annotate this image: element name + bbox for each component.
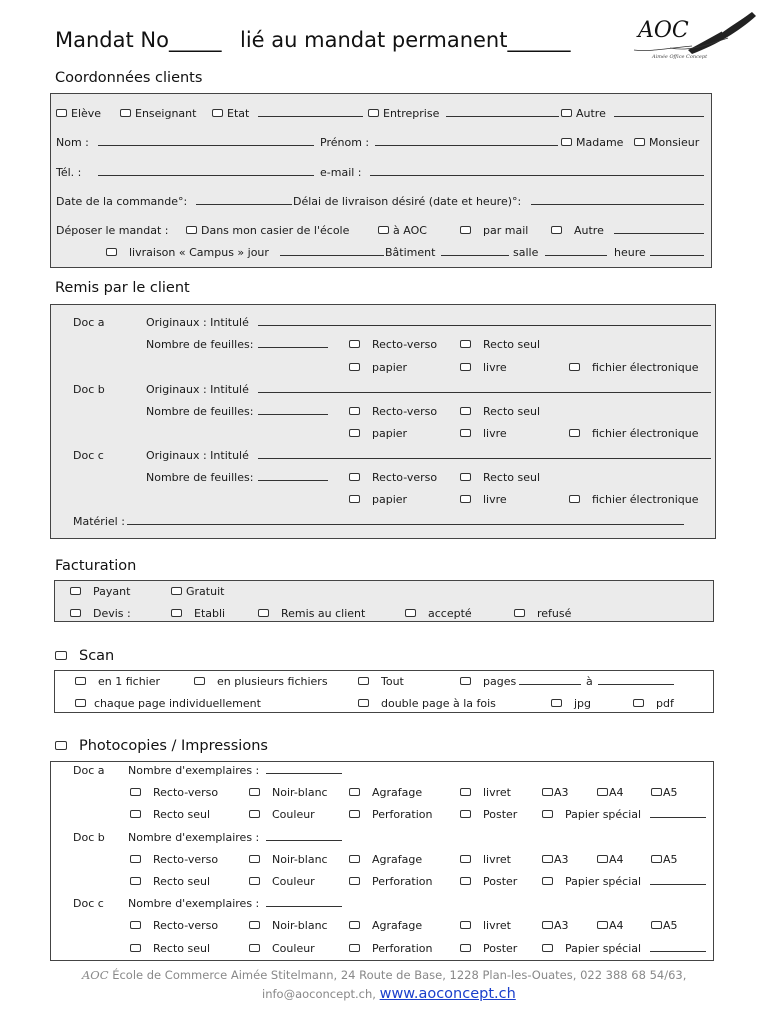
originaux-field[interactable] <box>258 316 711 326</box>
checkbox-papier[interactable]: papier <box>349 361 407 374</box>
checkbox-icon[interactable] <box>569 495 580 503</box>
exemplaires-label: Nombre d'exemplaires : <box>128 897 260 910</box>
checkbox-icon[interactable] <box>130 855 141 863</box>
checkbox-refuse[interactable]: refusé <box>514 607 571 620</box>
checkbox-payant[interactable]: Payant <box>70 585 130 598</box>
checkbox-icon[interactable] <box>75 699 86 707</box>
feuilles-label: Nombre de feuilles: <box>146 338 254 351</box>
pages-from-field[interactable] <box>519 675 581 685</box>
checkbox-icon[interactable] <box>171 609 182 617</box>
checkbox-icon[interactable] <box>56 109 67 117</box>
pages-to-label: à <box>586 675 593 688</box>
checkbox-icon[interactable] <box>349 340 360 348</box>
checkbox-icon[interactable] <box>542 944 553 952</box>
checkbox-icon[interactable] <box>460 921 471 929</box>
checkbox-icon[interactable] <box>349 921 360 929</box>
checkbox-icon[interactable] <box>55 741 67 750</box>
checkbox-entreprise[interactable]: Entreprise <box>368 107 439 120</box>
checkbox-papier-special[interactable]: Papier spécial <box>542 808 641 821</box>
checkbox-icon[interactable] <box>542 877 553 885</box>
date-commande-label: Date de la commande°: <box>56 195 188 208</box>
heure-field[interactable] <box>650 246 704 256</box>
pages-to-field[interactable] <box>598 675 674 685</box>
originaux-field[interactable] <box>258 383 711 393</box>
checkbox-enseignant[interactable]: Enseignant <box>120 107 196 120</box>
papier-special-field[interactable] <box>650 875 706 885</box>
checkbox-icon[interactable] <box>542 921 553 929</box>
checkbox-recto-seul[interactable]: Recto seul <box>460 471 540 484</box>
checkbox-livret[interactable]: livret <box>460 786 511 799</box>
checkbox-icon[interactable] <box>561 109 572 117</box>
checkbox-casier[interactable]: Dans mon casier de l'école <box>186 224 349 237</box>
checkbox-icon[interactable] <box>55 651 67 660</box>
checkbox-remis-client[interactable]: Remis au client <box>258 607 365 620</box>
checkbox-icon[interactable] <box>186 226 197 234</box>
checkbox-a3[interactable]: A3 <box>542 919 569 932</box>
mandat-number-title: Mandat No_____ <box>55 28 222 52</box>
checkbox-icon[interactable] <box>569 429 580 437</box>
checkbox-icon[interactable] <box>349 944 360 952</box>
delai-livraison-field[interactable] <box>531 195 704 205</box>
footer-address <box>82 968 686 982</box>
checkbox-icon[interactable] <box>130 877 141 885</box>
checkbox-recto-seul[interactable]: Recto seul <box>130 875 210 888</box>
checkbox-aoc[interactable]: à AOC <box>378 224 427 237</box>
batiment-label: Bâtiment <box>385 246 436 259</box>
checkbox-papier-special[interactable]: Papier spécial <box>542 875 641 888</box>
checkbox-fichier[interactable]: fichier électronique <box>569 427 699 440</box>
checkbox-recto-seul[interactable]: Recto seul <box>130 808 210 821</box>
checkbox-tout[interactable]: Tout <box>358 675 404 688</box>
section-title-scan[interactable]: Scan <box>55 648 114 664</box>
checkbox-icon[interactable] <box>542 810 553 818</box>
papier-special-field[interactable] <box>650 942 706 952</box>
checkbox-chaque-page[interactable]: chaque page individuellement <box>75 697 261 710</box>
checkbox-icon[interactable] <box>460 944 471 952</box>
checkbox-icon[interactable] <box>569 363 580 371</box>
checkbox-etabli[interactable]: Etabli <box>171 607 225 620</box>
checkbox-papier[interactable]: papier <box>349 493 407 506</box>
checkbox-autre-depot[interactable]: Autre <box>551 224 604 237</box>
checkbox-icon[interactable] <box>597 855 608 863</box>
checkbox-icon[interactable] <box>249 944 260 952</box>
checkbox-icon[interactable] <box>349 855 360 863</box>
checkbox-icon[interactable] <box>249 877 260 885</box>
checkbox-icon[interactable] <box>70 587 81 595</box>
checkbox-icon[interactable] <box>70 609 81 617</box>
feuilles-label: Nombre de feuilles: <box>146 471 254 484</box>
tel-field[interactable] <box>98 166 314 176</box>
checkbox-devis[interactable]: Devis : <box>70 607 131 620</box>
checkbox-un-fichier[interactable]: en 1 fichier <box>75 675 160 688</box>
checkbox-icon[interactable] <box>460 810 471 818</box>
checkbox-icon[interactable] <box>249 855 260 863</box>
checkbox-icon[interactable] <box>349 495 360 503</box>
checkbox-icon[interactable] <box>130 810 141 818</box>
checkbox-icon[interactable] <box>349 407 360 415</box>
checkbox-agrafage[interactable]: Agrafage <box>349 786 422 799</box>
exemplaires-label: Nombre d'exemplaires : <box>128 831 260 844</box>
checkbox-mail[interactable]: par mail <box>460 224 528 237</box>
checkbox-a4[interactable]: A4 <box>597 919 624 932</box>
checkbox-icon[interactable] <box>542 855 553 863</box>
checkbox-icon[interactable] <box>258 609 269 617</box>
checkbox-icon[interactable] <box>551 226 562 234</box>
checkbox-poster[interactable]: Poster <box>460 875 517 888</box>
etat-field[interactable] <box>258 107 363 117</box>
checkbox-icon[interactable] <box>405 609 416 617</box>
materiel-label: Matériel : <box>73 515 125 528</box>
checkbox-icon[interactable] <box>378 226 389 234</box>
section-title-facturation: Facturation <box>55 558 137 574</box>
checkbox-icon[interactable] <box>460 677 471 685</box>
checkbox-icon[interactable] <box>460 407 471 415</box>
checkbox-icon[interactable] <box>561 138 572 146</box>
checkbox-papier-special[interactable]: Papier spécial <box>542 942 641 955</box>
checkbox-a5[interactable]: A5 <box>651 786 678 799</box>
checkbox-perforation[interactable]: Perforation <box>349 875 432 888</box>
checkbox-plusieurs-fichiers[interactable]: en plusieurs fichiers <box>194 675 328 688</box>
email-label: e-mail : <box>320 166 362 179</box>
checkbox-icon[interactable] <box>460 473 471 481</box>
footer-address-text: École de Commerce Aimée Stitelmann, 24 Route de Base, 1228 Plan-les-Ouates, 022 388 68 54/63, <box>112 968 687 982</box>
checkbox-icon[interactable] <box>194 677 205 685</box>
originaux-label: Originaux : Intitulé <box>146 316 249 329</box>
checkbox-icon[interactable] <box>460 363 471 371</box>
checkbox-icon[interactable] <box>171 587 182 595</box>
checkbox-icon[interactable] <box>130 944 141 952</box>
checkbox-monsieur[interactable]: Monsieur <box>634 136 699 149</box>
checkbox-livre[interactable]: livre <box>460 427 507 440</box>
logo-subtitle: Aimée Office Concept <box>652 54 708 60</box>
prenom-label: Prénom : <box>320 136 370 149</box>
checkbox-icon[interactable] <box>460 340 471 348</box>
email-field[interactable] <box>370 166 704 176</box>
doc-label: Doc b <box>73 831 105 844</box>
checkbox-icon[interactable] <box>542 788 553 796</box>
livraison-jour-field[interactable] <box>280 246 384 256</box>
checkbox-icon[interactable] <box>349 877 360 885</box>
checkbox-icon[interactable] <box>460 495 471 503</box>
exemplaires-field[interactable] <box>266 764 342 774</box>
logo-text: AOC <box>638 18 689 43</box>
checkbox-a4[interactable]: A4 <box>597 853 624 866</box>
checkbox-accepte[interactable]: accepté <box>405 607 472 620</box>
checkbox-noir-blanc[interactable]: Noir-blanc <box>249 919 328 932</box>
checkbox-poster[interactable]: Poster <box>460 942 517 955</box>
checkbox-icon[interactable] <box>460 855 471 863</box>
feuilles-label: Nombre de feuilles: <box>146 405 254 418</box>
checkbox-livret[interactable]: livret <box>460 853 511 866</box>
exemplaires-field[interactable] <box>266 897 342 907</box>
checkbox-recto-verso[interactable]: Recto-verso <box>349 471 437 484</box>
checkbox-icon[interactable] <box>633 699 644 707</box>
nom-label: Nom : <box>56 136 89 149</box>
checkbox-recto-verso[interactable]: Recto-verso <box>349 405 437 418</box>
doc-label: Doc a <box>73 316 105 329</box>
exemplaires-label: Nombre d'exemplaires : <box>128 764 260 777</box>
prenom-field[interactable] <box>375 136 558 146</box>
checkbox-poster[interactable]: Poster <box>460 808 517 821</box>
checkbox-icon[interactable] <box>349 788 360 796</box>
doc-label: Doc a <box>73 764 105 777</box>
checkbox-etat[interactable]: Etat <box>212 107 249 120</box>
checkbox-icon[interactable] <box>514 609 525 617</box>
checkbox-icon[interactable] <box>597 788 608 796</box>
deposer-label: Déposer le mandat : <box>56 224 169 237</box>
footer-website-link[interactable]: www.aoconcept.ch <box>379 986 516 1002</box>
checkbox-noir-blanc[interactable]: Noir-blanc <box>249 853 328 866</box>
checkbox-eleve[interactable]: Elève <box>56 107 101 120</box>
checkbox-gratuit[interactable]: Gratuit <box>171 585 224 598</box>
checkbox-icon[interactable] <box>249 921 260 929</box>
checkbox-icon[interactable] <box>651 788 662 796</box>
checkbox-papier[interactable]: papier <box>349 427 407 440</box>
checkbox-autre[interactable]: Autre <box>561 107 606 120</box>
checkbox-fichier[interactable]: fichier électronique <box>569 361 699 374</box>
checkbox-a5[interactable]: A5 <box>651 919 678 932</box>
exemplaires-field[interactable] <box>266 831 342 841</box>
checkbox-icon[interactable] <box>460 877 471 885</box>
checkbox-couleur[interactable]: Couleur <box>249 942 315 955</box>
checkbox-icon[interactable] <box>358 699 369 707</box>
section-title-photocopies[interactable]: Photocopies / Impressions <box>55 738 268 754</box>
doc-label: Doc c <box>73 449 104 462</box>
checkbox-a4[interactable]: A4 <box>597 786 624 799</box>
checkbox-fichier[interactable]: fichier électronique <box>569 493 699 506</box>
feuilles-field[interactable] <box>258 405 328 415</box>
originaux-field[interactable] <box>258 449 711 459</box>
footer-email[interactable]: info@aoconcept.ch, <box>262 987 376 1001</box>
materiel-field[interactable] <box>127 515 684 525</box>
tel-label: Tél. : <box>56 166 82 179</box>
salle-label: salle <box>513 246 539 259</box>
checkbox-couleur[interactable]: Couleur <box>249 808 315 821</box>
section-title-remis: Remis par le client <box>55 280 190 296</box>
checkbox-icon[interactable] <box>634 138 645 146</box>
checkbox-pdf[interactable]: pdf <box>633 697 674 710</box>
facturation-box <box>54 580 714 622</box>
date-commande-field[interactable] <box>196 195 292 205</box>
delai-livraison-label: Délai de livraison désiré (date et heure)°: <box>293 195 522 208</box>
checkbox-recto-seul[interactable]: Recto seul <box>460 405 540 418</box>
checkbox-pages[interactable]: pages <box>460 675 516 688</box>
batiment-field[interactable] <box>441 246 509 256</box>
checkbox-madame[interactable]: Madame <box>561 136 623 149</box>
checkbox-icon[interactable] <box>75 677 86 685</box>
checkbox-recto-seul[interactable]: Recto seul <box>130 942 210 955</box>
checkbox-agrafage[interactable]: Agrafage <box>349 853 422 866</box>
checkbox-double-page[interactable]: double page à la fois <box>358 697 496 710</box>
checkbox-icon[interactable] <box>130 788 141 796</box>
checkbox-icon[interactable] <box>651 921 662 929</box>
checkbox-perforation[interactable]: Perforation <box>349 942 432 955</box>
autre-field[interactable] <box>614 107 704 117</box>
checkbox-a3[interactable]: A3 <box>542 853 569 866</box>
originaux-label: Originaux : Intitulé <box>146 383 249 396</box>
checkbox-recto-verso[interactable]: Recto-verso <box>130 786 218 799</box>
checkbox-icon[interactable] <box>212 109 223 117</box>
heure-label: heure <box>614 246 646 259</box>
checkbox-icon[interactable] <box>368 109 379 117</box>
checkbox-agrafage[interactable]: Agrafage <box>349 919 422 932</box>
checkbox-a5[interactable]: A5 <box>651 853 678 866</box>
checkbox-icon[interactable] <box>349 363 360 371</box>
checkbox-couleur[interactable]: Couleur <box>249 875 315 888</box>
checkbox-icon[interactable] <box>358 677 369 685</box>
checkbox-recto-verso[interactable]: Recto-verso <box>130 919 218 932</box>
checkbox-icon[interactable] <box>130 921 141 929</box>
checkbox-icon[interactable] <box>349 810 360 818</box>
autre-depot-field[interactable] <box>614 224 704 234</box>
checkbox-livret[interactable]: livret <box>460 919 511 932</box>
checkbox-livraison-campus[interactable]: livraison « Campus » jour <box>106 246 269 259</box>
doc-label: Doc b <box>73 383 105 396</box>
salle-field[interactable] <box>545 246 607 256</box>
checkbox-icon[interactable] <box>349 429 360 437</box>
aoc-logo <box>630 8 760 68</box>
checkbox-icon[interactable] <box>349 473 360 481</box>
checkbox-livre[interactable]: livre <box>460 493 507 506</box>
footer-contact <box>262 986 516 1002</box>
checkbox-a3[interactable]: A3 <box>542 786 569 799</box>
originaux-label: Originaux : Intitulé <box>146 449 249 462</box>
permanent-mandate-title: lié au mandat permanent______ <box>240 28 571 52</box>
papier-special-field[interactable] <box>650 808 706 818</box>
checkbox-icon[interactable] <box>249 810 260 818</box>
feuilles-field[interactable] <box>258 471 328 481</box>
feuilles-field[interactable] <box>258 338 328 348</box>
nom-field[interactable] <box>98 136 314 146</box>
checkbox-icon[interactable] <box>651 855 662 863</box>
checkbox-icon[interactable] <box>460 429 471 437</box>
checkbox-icon[interactable] <box>460 226 471 234</box>
checkbox-perforation[interactable]: Perforation <box>349 808 432 821</box>
footer-logo: AOC <box>82 968 109 982</box>
checkbox-icon[interactable] <box>460 788 471 796</box>
checkbox-icon[interactable] <box>597 921 608 929</box>
checkbox-livre[interactable]: livre <box>460 361 507 374</box>
checkbox-noir-blanc[interactable]: Noir-blanc <box>249 786 328 799</box>
checkbox-icon[interactable] <box>249 788 260 796</box>
checkbox-jpg[interactable]: jpg <box>551 697 591 710</box>
checkbox-recto-verso[interactable]: Recto-verso <box>349 338 437 351</box>
section-title-coordonnees: Coordonnées clients <box>55 70 203 86</box>
doc-label: Doc c <box>73 897 104 910</box>
checkbox-icon[interactable] <box>551 699 562 707</box>
checkbox-recto-seul[interactable]: Recto seul <box>460 338 540 351</box>
checkbox-recto-verso[interactable]: Recto-verso <box>130 853 218 866</box>
checkbox-icon[interactable] <box>106 248 117 256</box>
entreprise-field[interactable] <box>446 107 559 117</box>
checkbox-icon[interactable] <box>120 109 131 117</box>
